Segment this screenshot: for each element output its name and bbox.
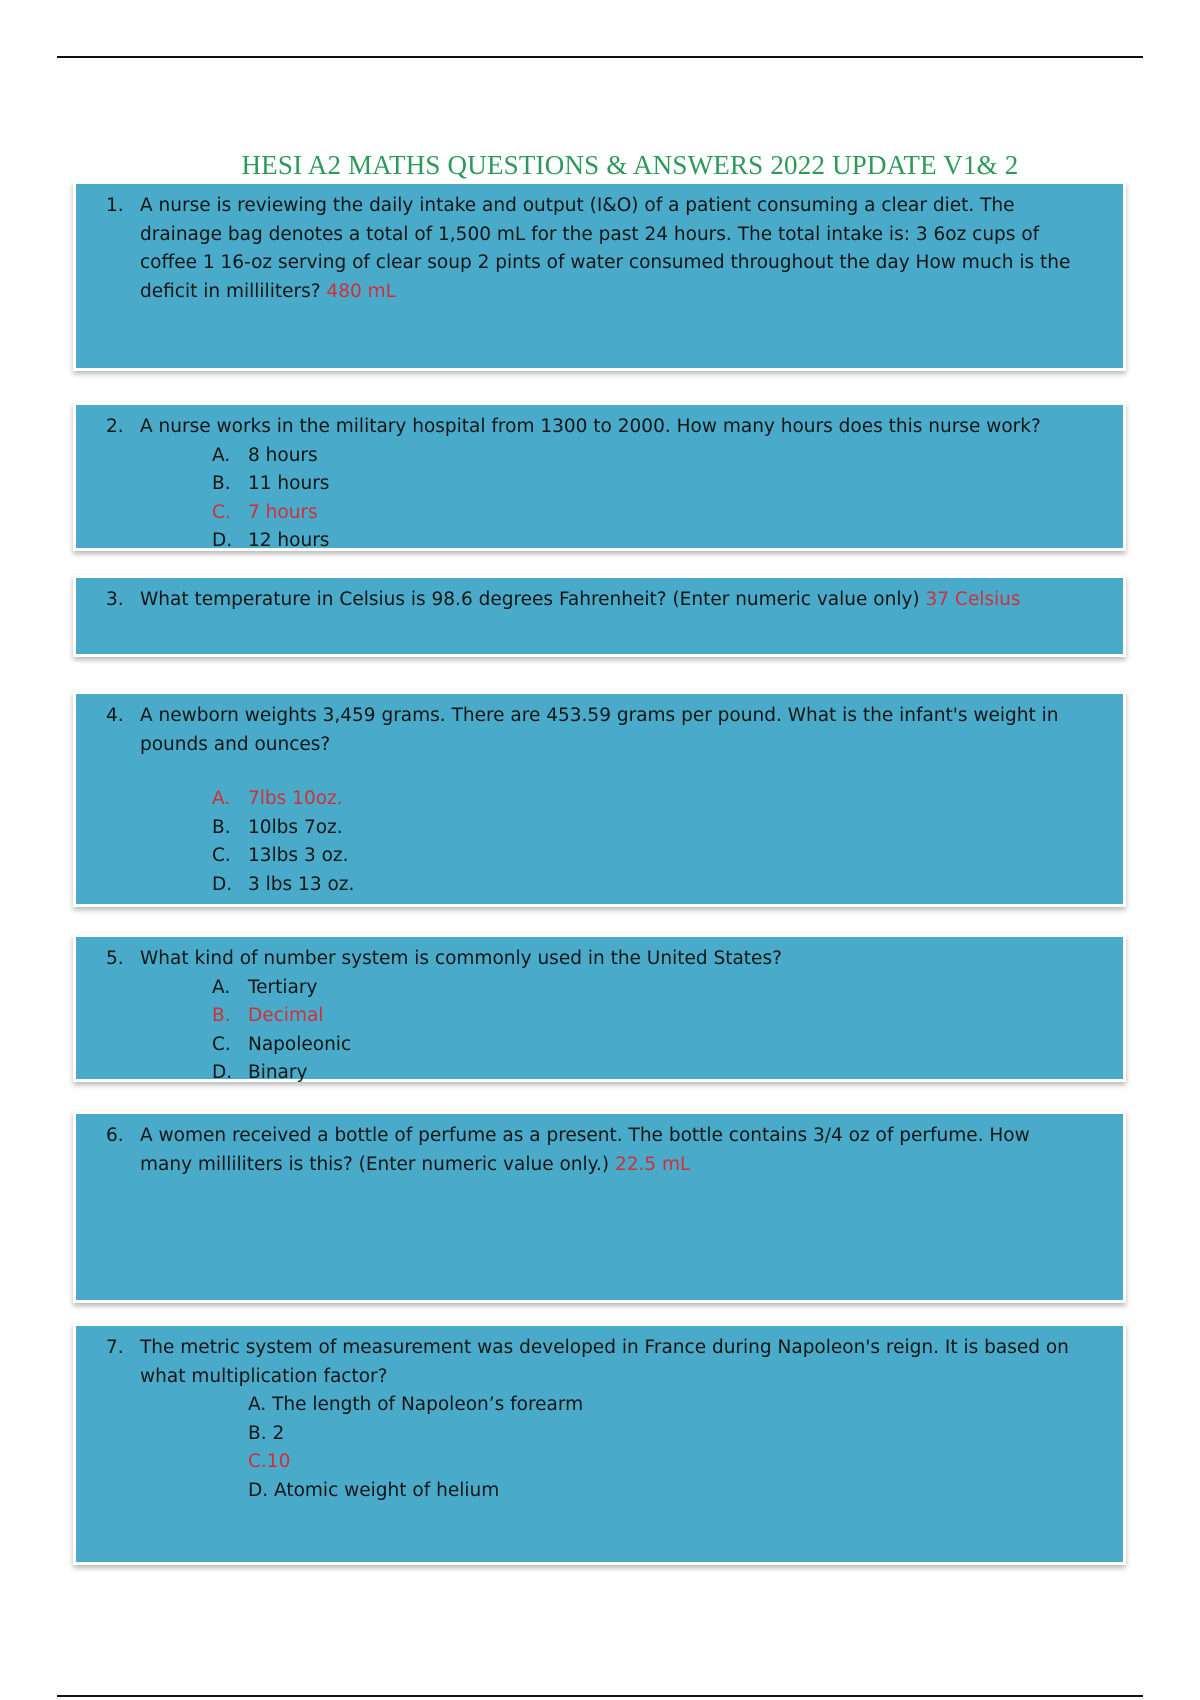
question-number: 4. [106,705,124,726]
question-number: 6. [106,1125,124,1146]
question-text: The metric system of measurement was developed in France during Napoleon's reign. It is based on what multiplication factor? [140,1337,1069,1387]
question-5 [106,945,1083,974]
option-b: B. 2 [248,1422,285,1444]
question-text: A newborn weights 3,459 grams. There are 453.59 grams per pound. What is the infant's weight in pounds and ounces? [140,705,1059,755]
option-a: A. The length of Napoleon’s forearm [248,1394,584,1415]
option-c: C. Napoleonic [212,1033,352,1055]
question-4 [106,702,1083,759]
question-text: A nurse works in the military hospital from 1300 to 2000. How many hours does this nurse work? [140,416,1041,437]
question-3 [106,586,1083,615]
option-c-answer: C. 7 hours [212,501,318,523]
question-text: What kind of number system is commonly used in the United States? [140,948,782,969]
question-1-box [76,184,1123,368]
question-4-box [76,694,1123,904]
option-b: B. 10lbs 7oz. [212,816,343,838]
question-1 [106,192,1083,306]
option-b-answer: B. Decimal [212,1005,324,1026]
question-number: 7. [106,1337,124,1358]
option-d: D. 12 hours [212,530,330,551]
question-text: A nurse is reviewing the daily intake and output (I&O) of a patient consuming a clear diet. The drainage bag denotes a total of 1,500 mL for the past 24 hours. The total intake is: 3 6oz cups of coffee 1 16-oz serving of clear soup 2 pints of water consumed throughout the day How much is the deficit in milliliters? 480 mL [140,195,1071,302]
question-6 [106,1122,1083,1179]
option-a: A. Tertiary [212,976,318,998]
question-2-box [76,405,1123,551]
question-7 [106,1334,1083,1391]
option-c: C. 13lbs 3 oz. [212,845,349,866]
top-rule [57,56,1143,58]
bottom-rule [57,1695,1143,1697]
option-d: D. 3 lbs 13 oz. [212,873,355,895]
question-text: What temperature in Celsius is 98.6 degrees Fahrenheit? (Enter numeric value only) 37 Celsius [140,589,1021,610]
answer: 37 Celsius [925,589,1021,610]
answer: 480 mL [326,280,396,302]
question-6-box [76,1114,1123,1300]
option-c-answer: C.10 [248,1451,291,1472]
question-number: 3. [106,589,124,610]
answer: 22.5 mL [614,1153,691,1175]
option-d: D. Binary [212,1062,308,1083]
question-number: 1. [106,195,124,216]
option-a-answer: A. 7lbs 10oz. [212,788,343,809]
option-a: A. 8 hours [212,444,318,466]
option-b: B. 11 hours [212,473,330,494]
question-2 [106,413,1083,442]
question-number: 5. [106,948,124,969]
question-7-box [76,1326,1123,1562]
question-text: A women received a bottle of perfume as a present. The bottle contains 3/4 oz of perfume. How many milliliters is this? (Enter numeric value only.) 22.5 mL [140,1125,1030,1175]
option-d: D. Atomic weight of helium [248,1479,500,1501]
question-number: 2. [106,416,124,437]
question-3-box [76,578,1123,654]
page-title: HESI A2 MATHS QUESTIONS & ANSWERS 2022 UPDATE V1& 2 [241,150,1019,180]
question-5-box [76,937,1123,1083]
